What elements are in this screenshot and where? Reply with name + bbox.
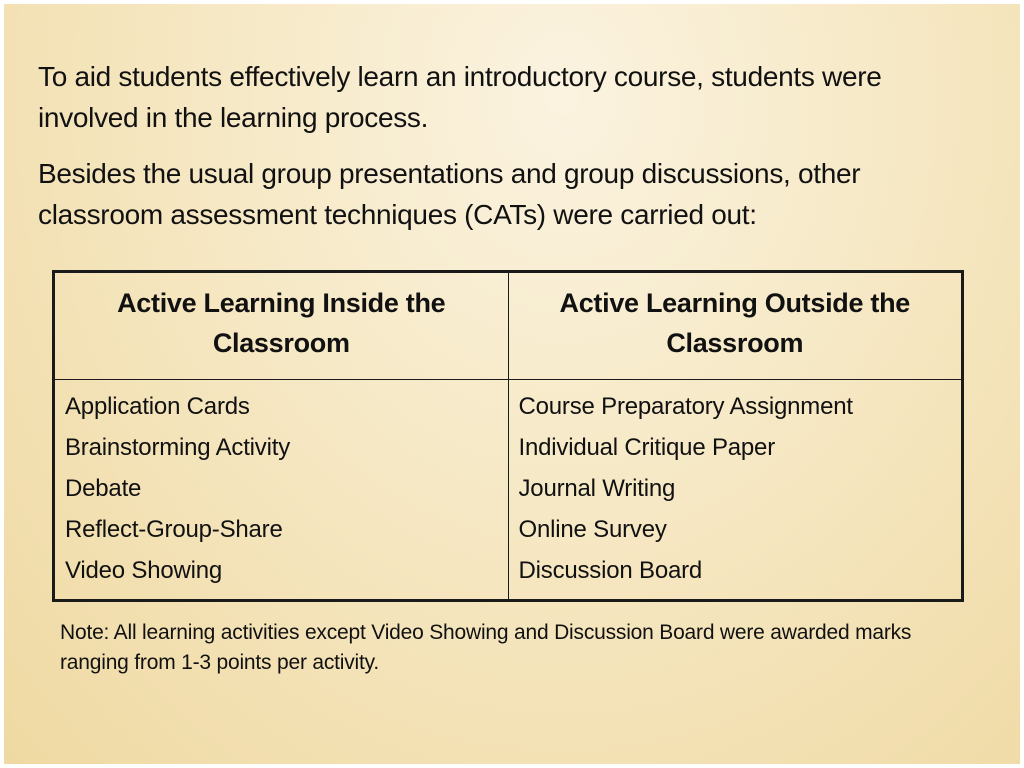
table-header-row xyxy=(54,272,963,380)
list-item: Journal Writing xyxy=(518,475,676,502)
header-outside-classroom: Active Learning Outside the Classroom xyxy=(508,272,963,380)
footnote: Note: All learning activities except Video Showing and Discussion Board were awarded marks ranging from 1-3 points per activity. xyxy=(60,621,912,674)
list-item: Debate xyxy=(65,475,142,502)
header-inside-classroom: Active Learning Inside the Classroom xyxy=(54,272,509,380)
cats-table xyxy=(52,270,964,602)
list-item: Brainstorming Activity xyxy=(65,434,291,461)
outside-classroom-activities xyxy=(508,380,963,601)
inside-classroom-activities xyxy=(54,380,509,601)
intro-paragraph-1: To aid students effectively learn an introductory course, students were involved in the learning process. xyxy=(38,61,882,133)
list-item: Video Showing xyxy=(65,557,223,584)
intro-paragraph-2: Besides the usual group presentations and group discussions, other classroom assessment techniques (CATs) were carried out: xyxy=(38,158,861,230)
list-item: Online Survey xyxy=(518,516,667,543)
list-item: Individual Critique Paper xyxy=(518,434,775,461)
list-item: Course Preparatory Assignment xyxy=(518,393,853,420)
list-item: Reflect-Group-Share xyxy=(65,516,283,543)
list-item: Discussion Board xyxy=(518,557,703,584)
slide xyxy=(4,4,1020,764)
list-item: Application Cards xyxy=(65,393,250,420)
table-row xyxy=(54,380,963,601)
